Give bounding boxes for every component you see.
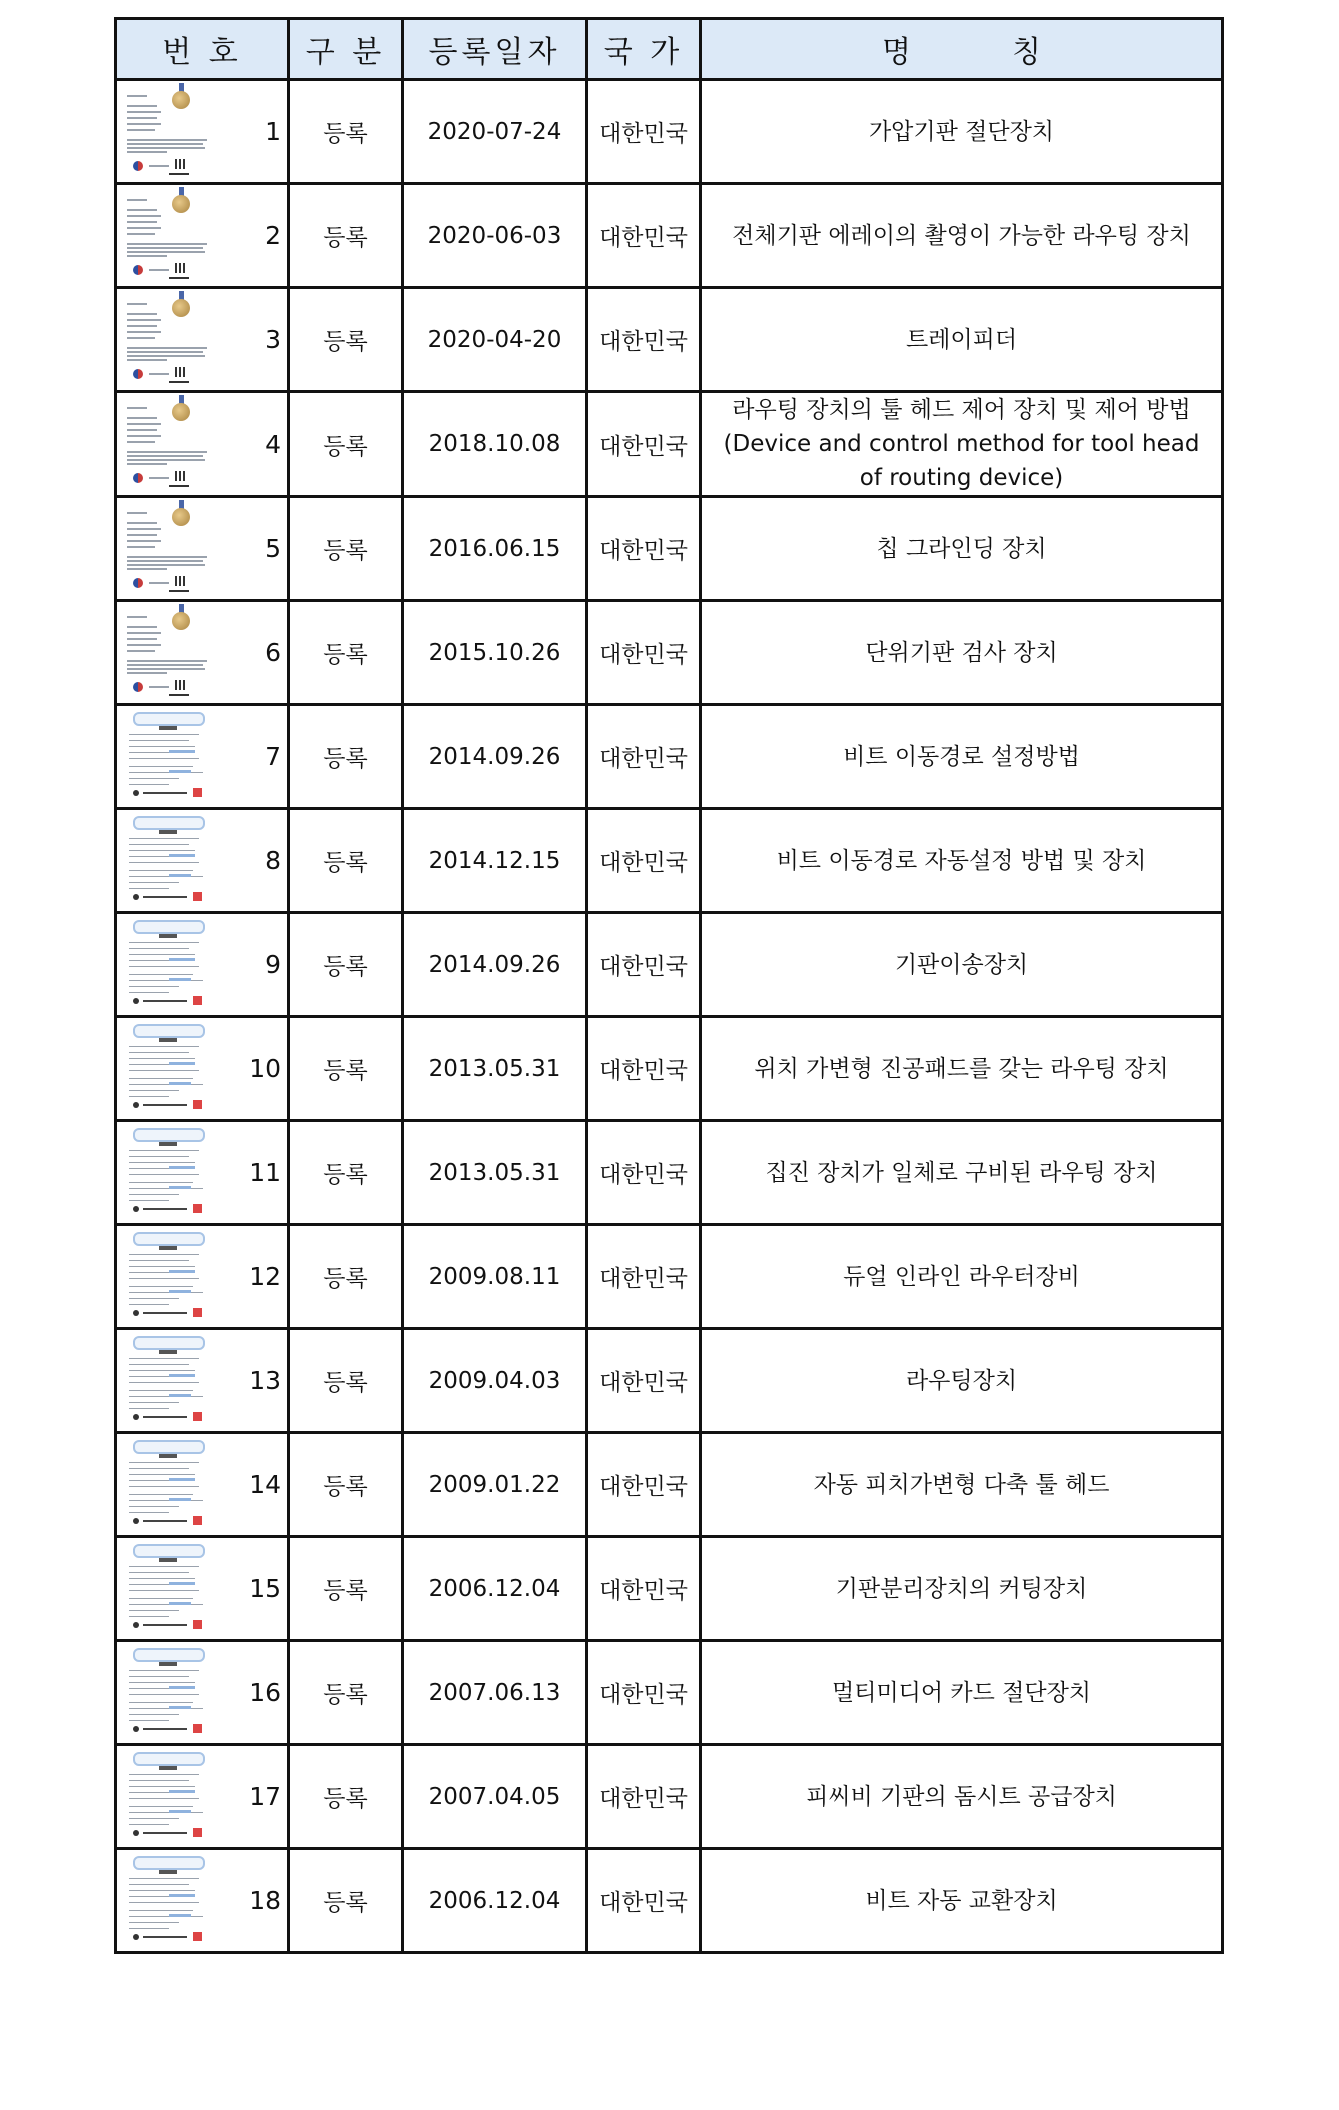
- row-name: 비트 이동경로 설정방법: [701, 705, 1223, 809]
- row-number-cell: [116, 601, 289, 705]
- certificate-thumbnail: [119, 1020, 215, 1118]
- header-date: 등록일자: [403, 19, 587, 80]
- certificate-thumbnail: [119, 395, 215, 493]
- row-number: 3: [265, 325, 281, 354]
- certificate-thumbnail: [119, 1852, 215, 1950]
- row-number-cell: [116, 809, 289, 913]
- row-date: 2013.05.31: [403, 1017, 587, 1121]
- row-number: 17: [249, 1782, 281, 1811]
- row-type: 등록: [289, 1433, 403, 1537]
- certificate-thumbnail: [119, 1644, 215, 1742]
- row-name: 비트 이동경로 자동설정 방법 및 장치: [701, 809, 1223, 913]
- row-date: 2007.06.13: [403, 1641, 587, 1745]
- table-row: [116, 184, 1223, 288]
- row-type: 등록: [289, 1121, 403, 1225]
- certificate-thumbnail: [119, 83, 215, 181]
- row-date: 2015.10.26: [403, 601, 587, 705]
- row-country: 대한민국: [587, 184, 701, 288]
- header-num: 번 호: [116, 19, 289, 80]
- row-date: 2009.08.11: [403, 1225, 587, 1329]
- row-country: 대한민국: [587, 80, 701, 184]
- row-date: 2009.01.22: [403, 1433, 587, 1537]
- certificate-thumbnail: [119, 916, 215, 1014]
- row-type: 등록: [289, 601, 403, 705]
- row-type: 등록: [289, 809, 403, 913]
- row-country: 대한민국: [587, 913, 701, 1017]
- row-type: 등록: [289, 1641, 403, 1745]
- row-date: 2013.05.31: [403, 1121, 587, 1225]
- row-name: 듀얼 인라인 라우터장비: [701, 1225, 1223, 1329]
- row-number: 10: [249, 1054, 281, 1083]
- table-row: [116, 705, 1223, 809]
- header-row: [116, 19, 1223, 80]
- row-country: 대한민국: [587, 1641, 701, 1745]
- row-country: 대한민국: [587, 1745, 701, 1849]
- header-name: [701, 19, 1223, 80]
- row-number: 18: [249, 1886, 281, 1915]
- row-name: 위치 가변형 진공패드를 갖는 라우팅 장치: [701, 1017, 1223, 1121]
- certificate-thumbnail: [119, 1436, 215, 1534]
- table-row: [116, 913, 1223, 1017]
- row-number: 2: [265, 221, 281, 250]
- header-country: 국 가: [587, 19, 701, 80]
- row-type: 등록: [289, 1329, 403, 1433]
- certificate-thumbnail: [119, 1228, 215, 1326]
- certificate-thumbnail: [119, 708, 215, 806]
- patent-table: [114, 17, 1224, 1954]
- table-row: [116, 392, 1223, 497]
- row-date: 2020-07-24: [403, 80, 587, 184]
- row-date: 2014.12.15: [403, 809, 587, 913]
- table-row: [116, 80, 1223, 184]
- certificate-thumbnail: [119, 187, 215, 285]
- row-number-cell: [116, 1641, 289, 1745]
- row-number-cell: [116, 288, 289, 392]
- row-name: 트레이피더: [701, 288, 1223, 392]
- row-country: 대한민국: [587, 1017, 701, 1121]
- row-name: 자동 피치가변형 다축 툴 헤드: [701, 1433, 1223, 1537]
- row-name: 피씨비 기판의 돔시트 공급장치: [701, 1745, 1223, 1849]
- row-name: 기판이송장치: [701, 913, 1223, 1017]
- row-type: 등록: [289, 80, 403, 184]
- row-name: 칩 그라인딩 장치: [701, 497, 1223, 601]
- row-number: 15: [249, 1574, 281, 1603]
- row-name: 기판분리장치의 커팅장치: [701, 1537, 1223, 1641]
- header-name-part-2: 칭: [1012, 35, 1041, 70]
- row-country: 대한민국: [587, 392, 701, 497]
- row-country: 대한민국: [587, 601, 701, 705]
- row-number-cell: [116, 184, 289, 288]
- row-number: 12: [249, 1262, 281, 1291]
- table-row: [116, 601, 1223, 705]
- row-country: 대한민국: [587, 1329, 701, 1433]
- row-name: 라우팅장치: [701, 1329, 1223, 1433]
- certificate-thumbnail: [119, 604, 215, 702]
- row-type: 등록: [289, 705, 403, 809]
- header-name-part-1: 명: [882, 35, 911, 70]
- table-row: [116, 1329, 1223, 1433]
- row-number-cell: [116, 1745, 289, 1849]
- row-country: 대한민국: [587, 288, 701, 392]
- row-number: 9: [265, 950, 281, 979]
- row-type: 등록: [289, 1849, 403, 1953]
- row-number: 8: [265, 846, 281, 875]
- row-number-cell: [116, 1225, 289, 1329]
- certificate-thumbnail: [119, 500, 215, 598]
- row-country: 대한민국: [587, 809, 701, 913]
- table-row: [116, 809, 1223, 913]
- row-number: 5: [265, 534, 281, 563]
- row-date: 2014.09.26: [403, 705, 587, 809]
- table-row: [116, 1225, 1223, 1329]
- row-country: 대한민국: [587, 705, 701, 809]
- row-date: 2009.04.03: [403, 1329, 587, 1433]
- row-type: 등록: [289, 1745, 403, 1849]
- row-name: 집진 장치가 일체로 구비된 라우팅 장치: [701, 1121, 1223, 1225]
- table-row: [116, 288, 1223, 392]
- table-row: [116, 1745, 1223, 1849]
- row-date: 2007.04.05: [403, 1745, 587, 1849]
- table-row: [116, 1537, 1223, 1641]
- row-number: 14: [249, 1470, 281, 1499]
- row-name: 라우팅 장치의 툴 헤드 제어 장치 및 제어 방법 (Device and control method for tool head of routing device): [701, 392, 1223, 497]
- certificate-thumbnail: [119, 1332, 215, 1430]
- table-row: [116, 1433, 1223, 1537]
- row-number-cell: [116, 1433, 289, 1537]
- row-date: 2006.12.04: [403, 1537, 587, 1641]
- row-number: 1: [265, 117, 281, 146]
- row-name: 전체기판 에레이의 촬영이 가능한 라우팅 장치: [701, 184, 1223, 288]
- row-name: 멀티미디어 카드 절단장치: [701, 1641, 1223, 1745]
- row-number-cell: [116, 392, 289, 497]
- row-type: 등록: [289, 392, 403, 497]
- row-number-cell: [116, 1121, 289, 1225]
- row-number: 13: [249, 1366, 281, 1395]
- row-country: 대한민국: [587, 1537, 701, 1641]
- certificate-thumbnail: [119, 1540, 215, 1638]
- row-number-cell: [116, 705, 289, 809]
- row-number: 4: [265, 429, 281, 459]
- row-number-cell: [116, 497, 289, 601]
- row-number: 7: [265, 742, 281, 771]
- row-country: 대한민국: [587, 497, 701, 601]
- row-date: 2016.06.15: [403, 497, 587, 601]
- row-date: 2020-06-03: [403, 184, 587, 288]
- row-type: 등록: [289, 288, 403, 392]
- row-country: 대한민국: [587, 1849, 701, 1953]
- row-name: 단위기판 검사 장치: [701, 601, 1223, 705]
- row-date: 2020-04-20: [403, 288, 587, 392]
- row-date: 2006.12.04: [403, 1849, 587, 1953]
- table-row: [116, 497, 1223, 601]
- row-number-cell: [116, 1329, 289, 1433]
- header-type: 구 분: [289, 19, 403, 80]
- row-type: 등록: [289, 184, 403, 288]
- certificate-thumbnail: [119, 1748, 215, 1846]
- row-type: 등록: [289, 1225, 403, 1329]
- certificate-thumbnail: [119, 812, 215, 910]
- row-number-cell: [116, 1017, 289, 1121]
- row-number-cell: [116, 1849, 289, 1953]
- row-type: 등록: [289, 1017, 403, 1121]
- row-number: 16: [249, 1678, 281, 1707]
- row-type: 등록: [289, 1537, 403, 1641]
- row-date: 2018.10.08: [403, 392, 587, 497]
- table-row: [116, 1641, 1223, 1745]
- row-type: 등록: [289, 913, 403, 1017]
- row-number-cell: [116, 1537, 289, 1641]
- row-type: 등록: [289, 497, 403, 601]
- row-country: 대한민국: [587, 1121, 701, 1225]
- table-row: [116, 1121, 1223, 1225]
- row-date: 2014.09.26: [403, 913, 587, 1017]
- row-number: 6: [265, 638, 281, 667]
- row-country: 대한민국: [587, 1225, 701, 1329]
- row-name: 가압기판 절단장치: [701, 80, 1223, 184]
- table-row: [116, 1849, 1223, 1953]
- row-number-cell: [116, 80, 289, 184]
- row-number: 11: [249, 1158, 281, 1187]
- row-number-cell: [116, 913, 289, 1017]
- certificate-thumbnail: [119, 291, 215, 389]
- certificate-thumbnail: [119, 1124, 215, 1222]
- row-country: 대한민국: [587, 1433, 701, 1537]
- table-row: [116, 1017, 1223, 1121]
- row-name: 비트 자동 교환장치: [701, 1849, 1223, 1953]
